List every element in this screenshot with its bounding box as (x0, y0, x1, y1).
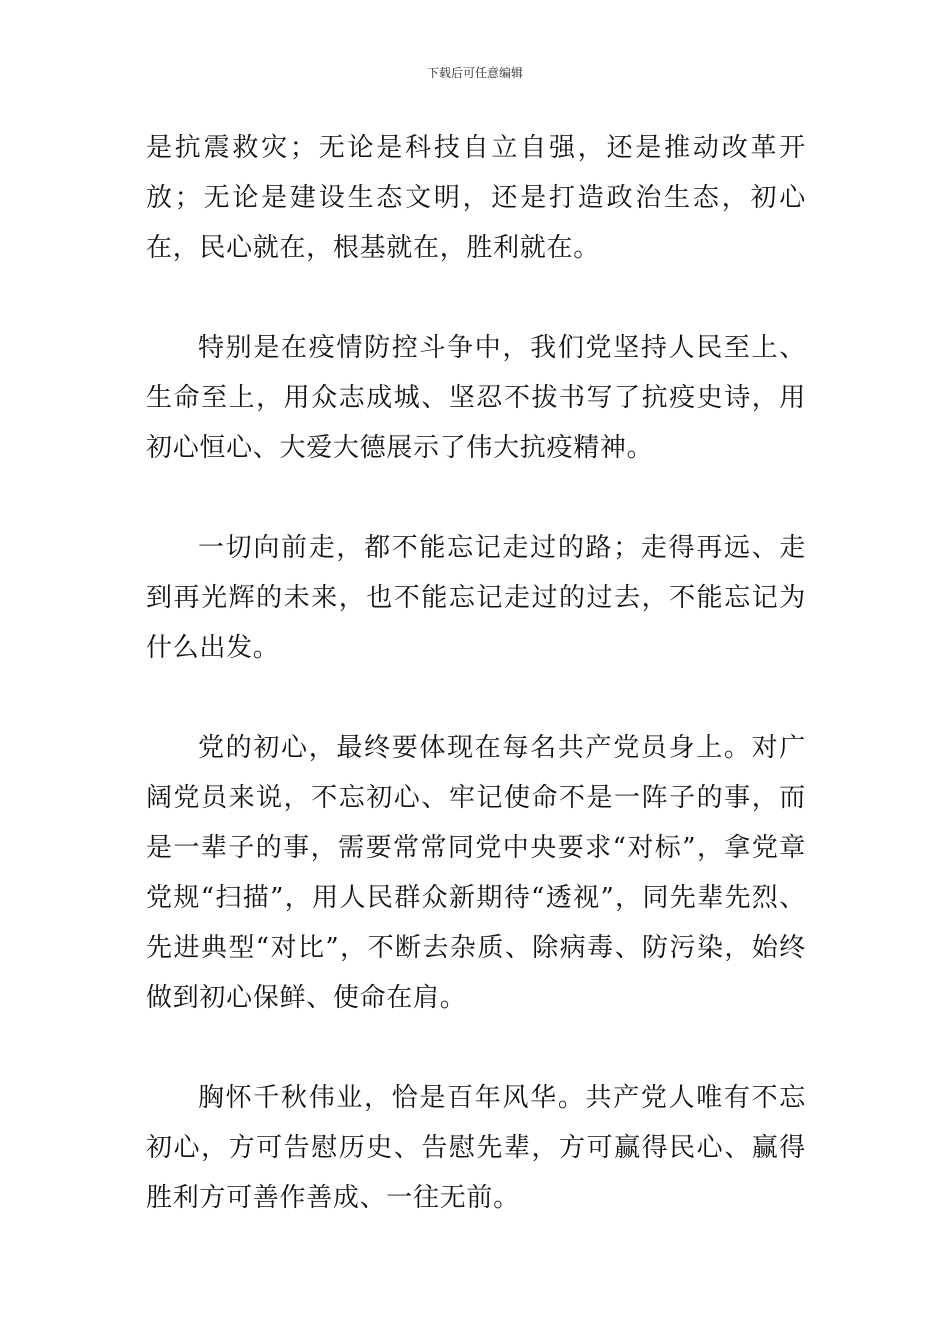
paragraph-3: 一切向前走，都不能忘记走过的路；走得再远、走到再光辉的未来，也不能忘记走过的过去，不能忘记为什么出发。 (146, 533, 806, 663)
paragraph-5: 胸怀千秋伟业，恰是百年风华。共产党人唯有不忘初心，方可告慰历史、告慰先辈，方可赢得民心、赢得胜利方可善作善成、一往无前。 (146, 1083, 806, 1213)
document-body (146, 123, 806, 1223)
paragraph-2: 特别是在疫情防控斗争中，我们党坚持人民至上、生命至上，用众志成城、坚忍不拔书写了抗疫史诗，用初心恒心、大爱大德展示了伟大抗疫精神。 (146, 333, 806, 463)
paragraph-4: 党的初心，最终要体现在每名共产党员身上。对广阔党员来说，不忘初心、牢记使命不是一阵子的事，而是一辈子的事，需要常常同党中央要求“对标”，拿党章党规“扫描”，用人民群众新期待“透视”，同先辈先烈、先进典型“对比”，不断去杂质、除病毒、防污染，始终做到初心保鲜、使命在肩。 (146, 733, 806, 1013)
page-header: 下载后可任意编辑 (426, 66, 523, 80)
paragraph-1: 是抗震救灾；无论是科技自立自强，还是推动改革开放；无论是建设生态文明，还是打造政治生态，初心在，民心就在，根基就在，胜利就在。 (146, 133, 806, 263)
